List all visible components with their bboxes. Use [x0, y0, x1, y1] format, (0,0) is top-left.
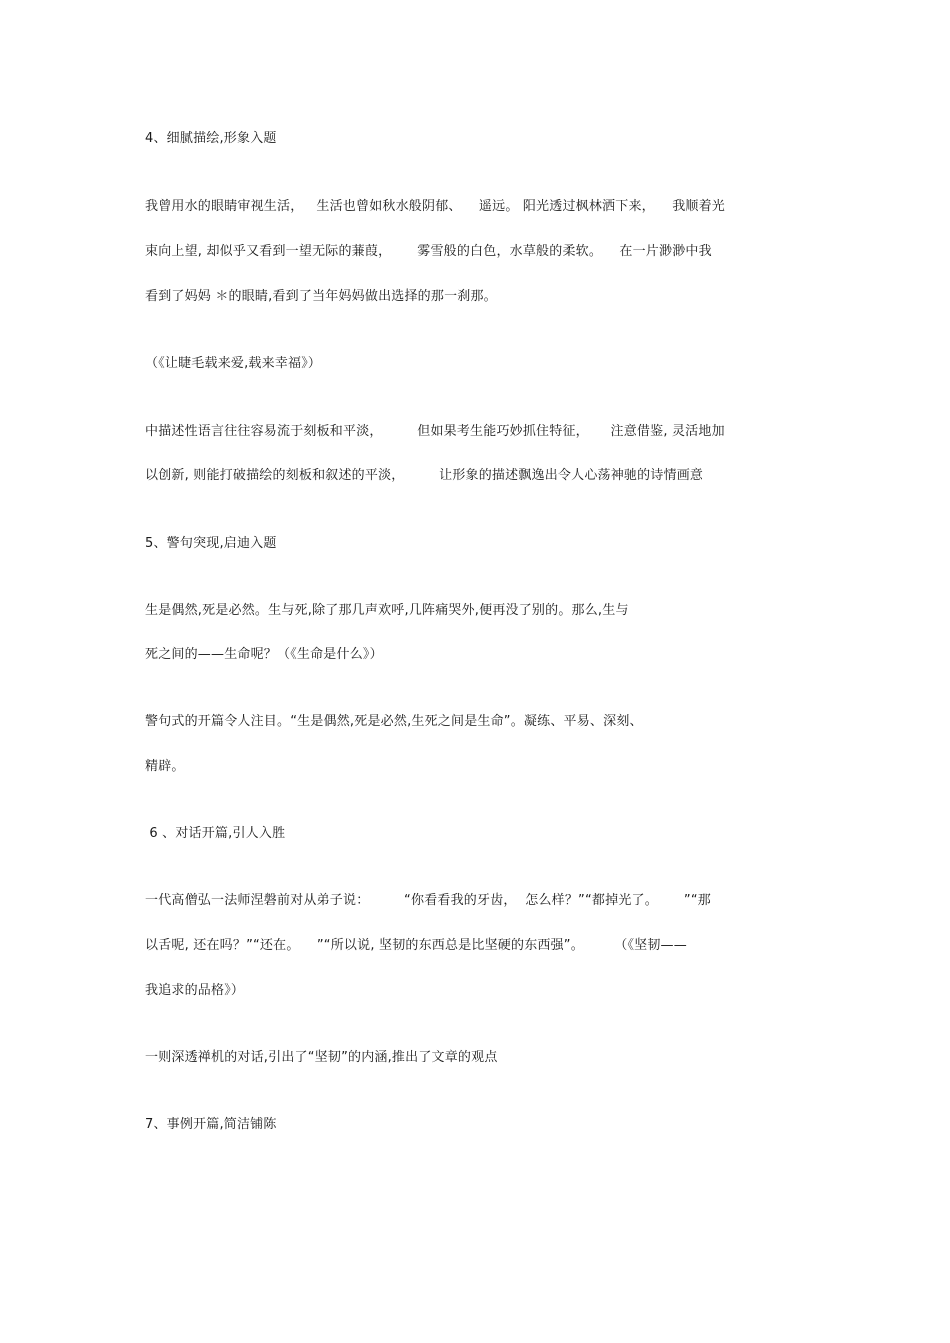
citation-line: （《让睫毛载来爱,载来幸福》）	[145, 356, 322, 371]
paragraph-line: 生是偶然,死是必然。生与死,除了那几声欢呼,几阵痛哭外,便再没了别的。那么,生与	[145, 603, 629, 618]
heading-6: 6 、对话开篇,引人入胜	[145, 826, 286, 841]
paragraph-line: 一则深透禅机的对话,引出了“坚韧”的内涵,推出了文章的观点	[145, 1050, 498, 1065]
paragraph-line: 我追求的品格》）	[145, 983, 245, 998]
heading-7: 7、事例开篇,简洁铺陈	[145, 1117, 277, 1132]
paragraph-line: 束向上望, 却似乎又看到一望无际的蒹葭， 雾雪般的白色，水草般的柔软。 在一片渺渺中我	[145, 244, 712, 259]
paragraph-line: 精辟。	[145, 759, 185, 774]
paragraph-line: 一代高僧弘一法师涅磐前对从弟子说： “你看看我的牙齿， 怎么样？”“都掉光了。 ”“那	[145, 893, 711, 908]
paragraph-line: 我曾用水的眼睛审视生活， 生活也曾如秋水般阴郁、 遥远。 阳光透过枫林洒下来， 我顺着光	[145, 199, 725, 214]
paragraph-line: 警句式的开篇令人注目。“生是偶然,死是必然,生死之间是生命”。凝练、平易、深刻、	[145, 714, 643, 729]
paragraph-line: 以创新, 则能打破描绘的刻板和叙述的平淡， 让形象的描述飘逸出令人心荡神驰的诗情画意	[145, 468, 704, 483]
paragraph-line: 中描述性语言往往容易流于刻板和平淡， 但如果考生能巧妙抓住特征， 注意借鉴, 灵活地加	[145, 424, 725, 439]
heading-4: 4、细腻描绘,形象入题	[145, 131, 277, 146]
heading-5: 5、警句突现,启迪入题	[145, 536, 277, 551]
paragraph-line: 以舌呢, 还在吗？”“还在。 ”“所以说, 坚韧的东西总是比坚硬的东西强”。 （《坚韧——	[145, 938, 687, 953]
paragraph-line: 死之间的——生命呢？（《生命是什么》）	[145, 647, 383, 662]
paragraph-line: 看到了妈妈 ＊的眼睛,看到了当年妈妈做出选择的那一刹那。	[145, 289, 497, 304]
